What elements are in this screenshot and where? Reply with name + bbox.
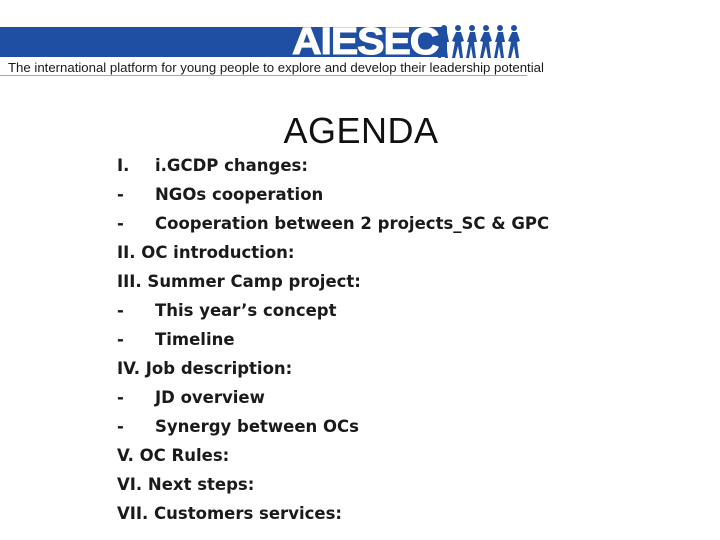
- header-divider: [0, 75, 527, 76]
- agenda-item-text: JD overview: [155, 388, 265, 407]
- agenda-item: [117, 354, 677, 383]
- agenda-item-marker: -: [117, 301, 124, 320]
- agenda-item-text: IV. Job description:: [117, 359, 293, 378]
- agenda-item-marker: -: [117, 417, 124, 436]
- agenda-item-text: III. Summer Camp project:: [117, 272, 361, 291]
- agenda-item-text: VI. Next steps:: [117, 475, 255, 494]
- agenda-item-text: NGOs cooperation: [155, 185, 324, 204]
- agenda-item-marker: -: [117, 330, 124, 349]
- aiesec-logo: [292, 21, 439, 63]
- agenda-item-text: II. OC introduction:: [117, 243, 295, 262]
- agenda-item: [117, 383, 677, 412]
- agenda-item: [117, 325, 677, 354]
- agenda-item-text: V. OC Rules:: [117, 446, 230, 465]
- agenda-item-marker: -: [117, 388, 124, 407]
- agenda-item: [117, 470, 677, 499]
- tagline: The international platform for young people to explore and develop their leadership potential: [8, 60, 544, 75]
- agenda-list: [117, 151, 677, 528]
- agenda-item: [117, 499, 677, 528]
- agenda-item-text: Synergy between OCs: [155, 417, 359, 436]
- agenda-item: [117, 296, 677, 325]
- agenda-item: [117, 180, 677, 209]
- people-silhouettes-icon: [437, 24, 527, 60]
- agenda-item-text: Cooperation between 2 projects_SC & GPC: [155, 214, 550, 233]
- agenda-item-marker: I.: [117, 156, 130, 175]
- agenda-item: [117, 209, 677, 238]
- agenda-item-marker: -: [117, 214, 124, 233]
- agenda-item-text: This year’s concept: [155, 301, 337, 320]
- agenda-item: [117, 412, 677, 441]
- logo-text: AIESEC: [292, 21, 439, 63]
- page-title: [0, 110, 720, 152]
- agenda-item-marker: -: [117, 185, 124, 204]
- page-title-text: AGENDA: [283, 110, 439, 151]
- agenda-item: [117, 151, 677, 180]
- agenda-item: [117, 267, 677, 296]
- agenda-item: [117, 441, 677, 470]
- agenda-item-text: Timeline: [155, 330, 235, 349]
- agenda-item-text: i.GCDP changes:: [155, 156, 308, 175]
- agenda-item: [117, 238, 677, 267]
- agenda-item-text: VII. Customers services:: [117, 504, 342, 523]
